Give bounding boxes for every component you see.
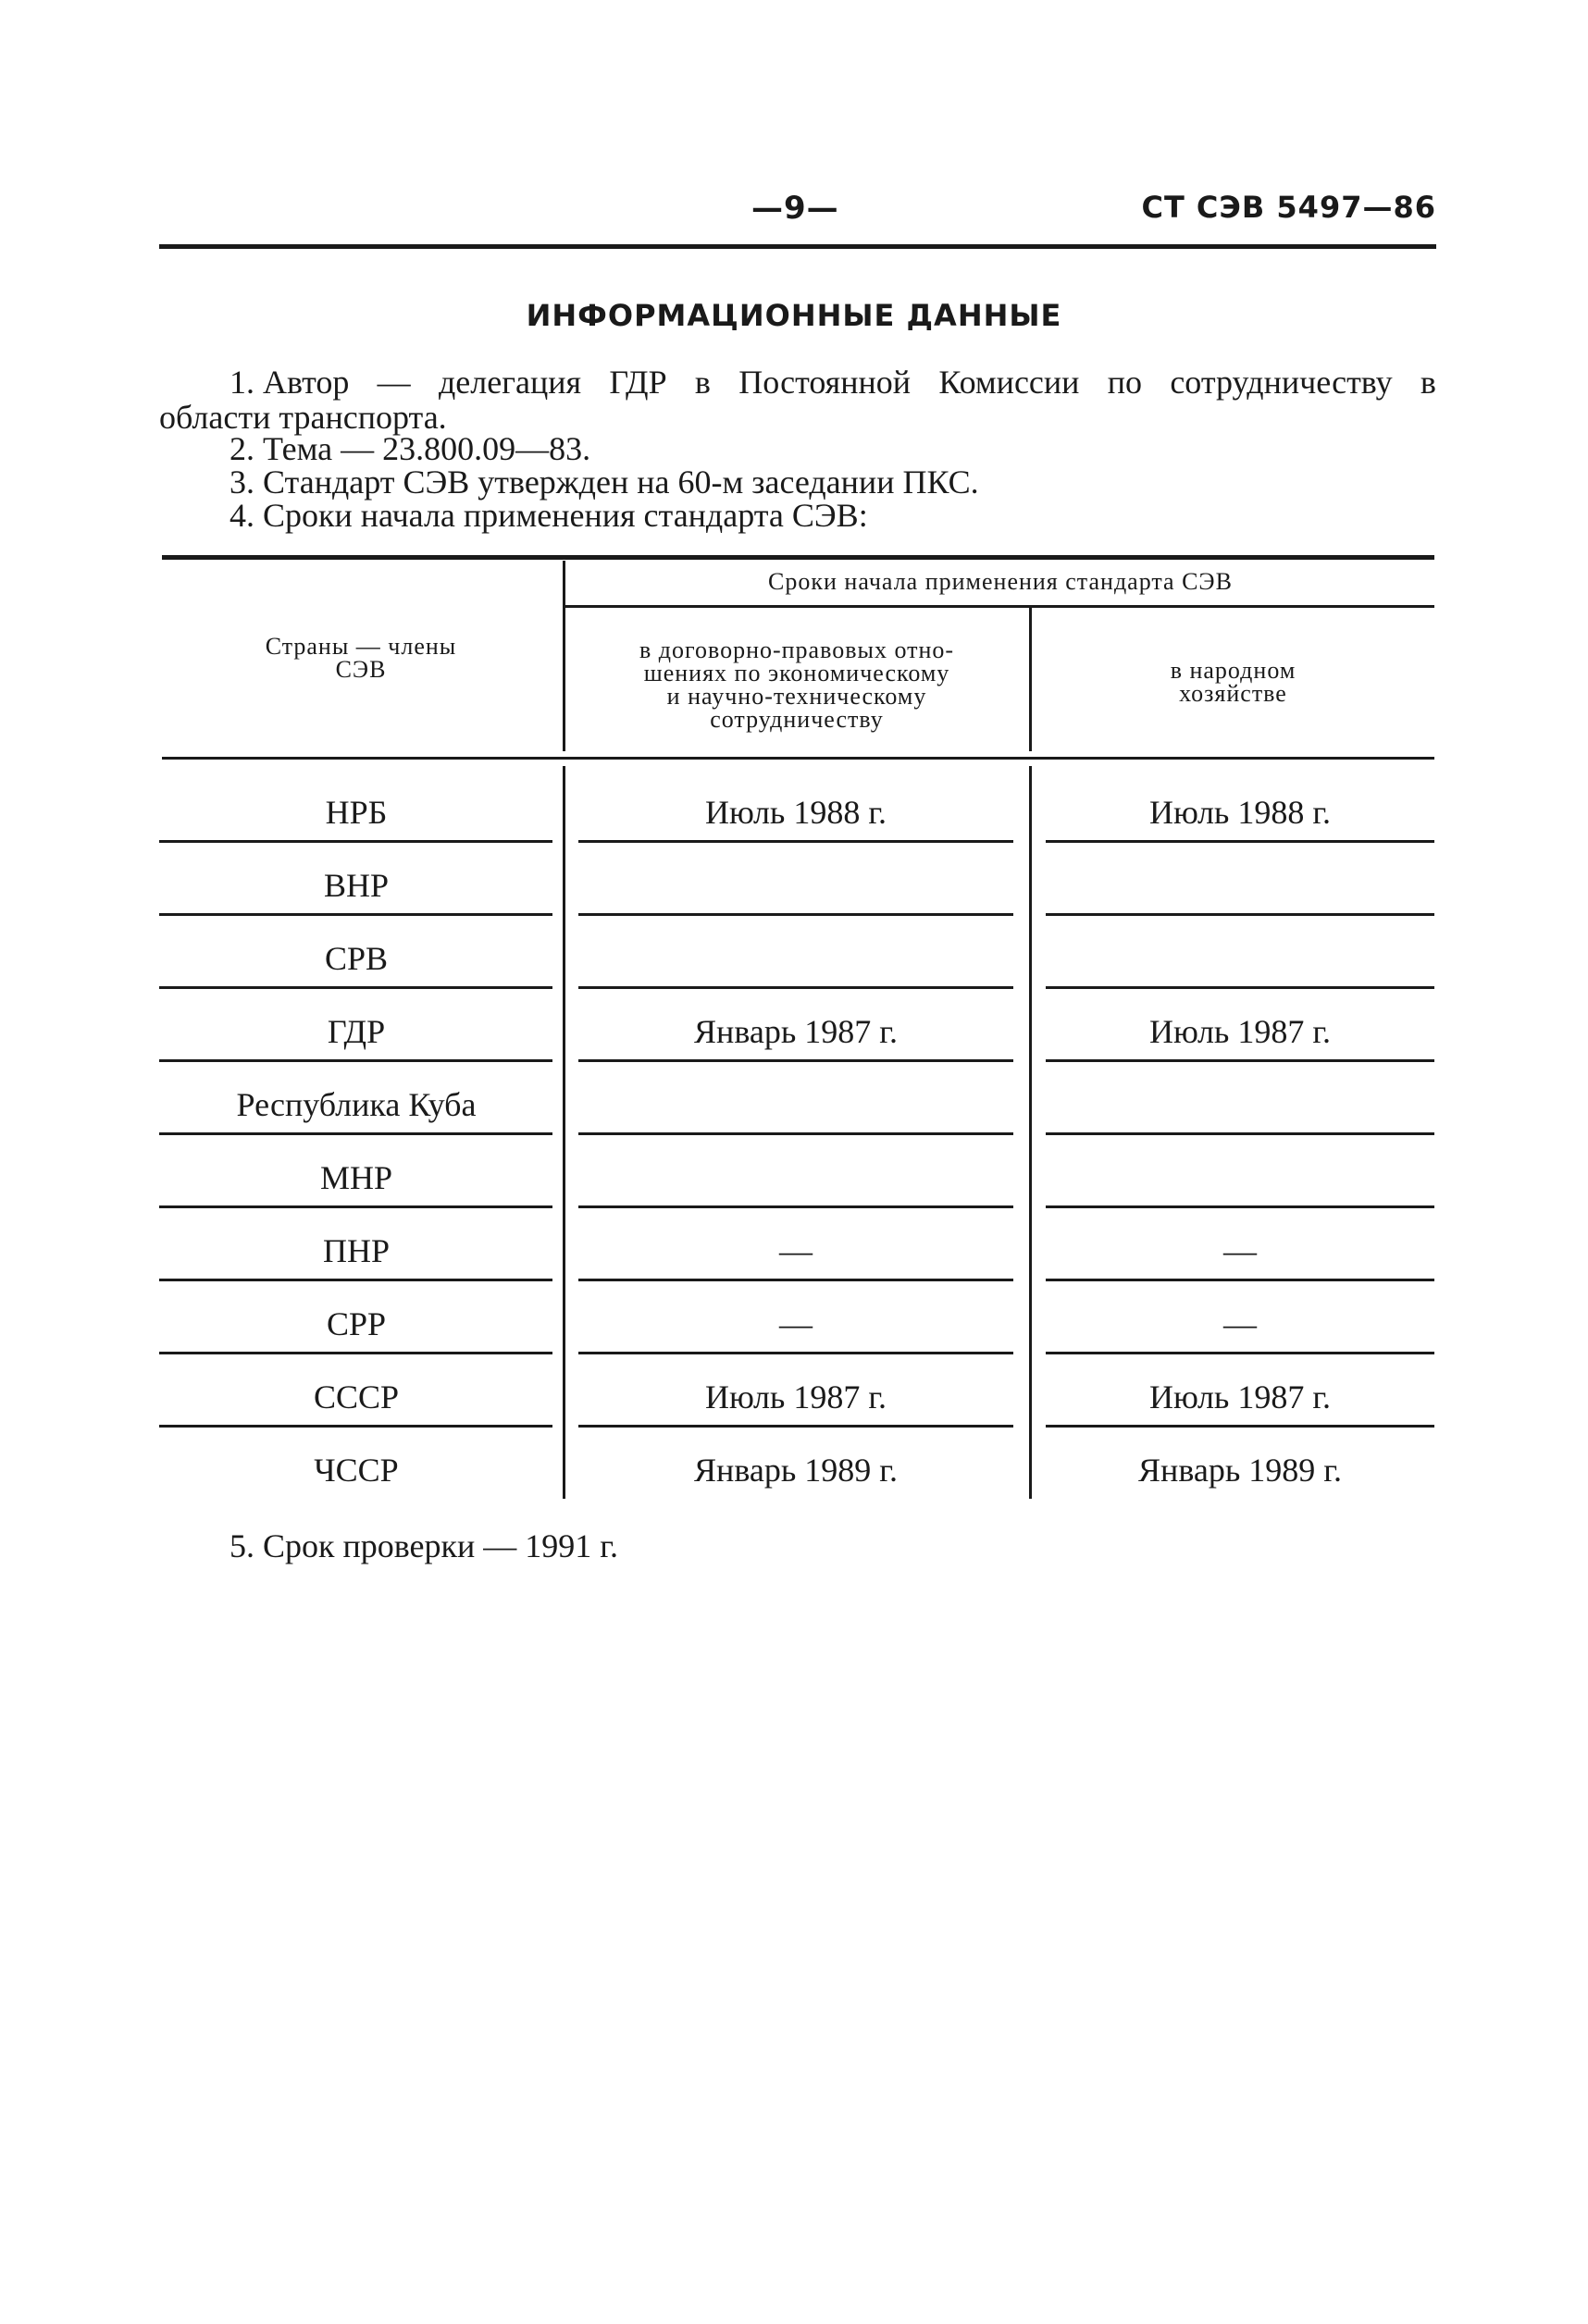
table-header-divider [563, 561, 565, 751]
table-cell-country: СРР [326, 1305, 387, 1342]
table-cell-economy: — [1223, 1232, 1257, 1269]
item-2-topic: 2. Тема — 23.800.09—83. [230, 430, 591, 467]
row-separator [1046, 986, 1434, 989]
table-cell-economy: Июль 1988 г. [1148, 794, 1332, 831]
table-cell-country: ВНР [323, 867, 390, 904]
row-separator [159, 1425, 552, 1428]
row-separator [578, 840, 1013, 843]
item-1-word: по [1107, 364, 1143, 401]
row-separator [578, 1425, 1013, 1428]
item-3-approval: 3. Стандарт СЭВ утвержден на 60-м заседании ПКС. [230, 464, 979, 501]
header-economy [1032, 659, 1434, 705]
group-header-rule [565, 605, 1434, 608]
table-cell-economy: Июль 1987 г. [1148, 1378, 1332, 1415]
page-header [159, 190, 1436, 245]
row-separator [578, 986, 1013, 989]
table-header-rule [162, 757, 1434, 760]
item-1-word: ГДР [609, 364, 667, 401]
item-4-dates: 4. Сроки начала применения стандарта СЭВ: [230, 497, 868, 534]
header-contract-line: и научно-техническому [666, 683, 927, 710]
table-cell-contract: Январь 1987 г. [694, 1013, 898, 1050]
header-rule [159, 244, 1436, 249]
item-1-word: сотрудничеству [1170, 364, 1393, 401]
section-title: ИНФОРМАЦИОННЫЕ ДАННЫЕ [526, 298, 1062, 333]
table-cell-country: ПНР [322, 1232, 391, 1269]
row-separator [578, 913, 1013, 916]
header-economy-line: в народном [1170, 657, 1296, 684]
row-separator [159, 986, 552, 989]
item-1-word: в [1420, 364, 1436, 401]
header-countries-line: Страны — члены [265, 633, 457, 660]
table-top-rule [162, 555, 1434, 560]
table-cell-contract: — [779, 1305, 813, 1342]
item-1-word: 1. Автор [230, 364, 350, 401]
item-1-word: делегация [438, 364, 582, 401]
item-1-continuation: области транспорта. [159, 399, 447, 436]
standard-code: СТ СЭВ 5497—86 [1141, 190, 1436, 225]
header-countries-line: СЭВ [335, 656, 387, 683]
row-separator [1046, 1132, 1434, 1135]
row-separator [578, 1205, 1013, 1208]
row-separator [578, 1352, 1013, 1354]
item-1-word: — [377, 364, 411, 401]
table-cell-country: НРБ [325, 794, 388, 831]
item-5-review: 5. Срок проверки — 1991 г. [230, 1527, 618, 1564]
table-cell-contract: Июль 1987 г. [704, 1378, 887, 1415]
table-cell-country: МНР [319, 1159, 393, 1196]
table-body-divider [1029, 766, 1032, 1499]
table-cell-country: СРВ [324, 940, 389, 977]
table-cell-contract: Июль 1988 г. [704, 794, 887, 831]
header-contract-line: шениях по экономическому [643, 660, 950, 686]
row-separator [1046, 1352, 1434, 1354]
header-contract [566, 638, 1027, 731]
item-1-word: Постоянной [738, 364, 912, 401]
header-contract-line: в договорно-правовых отно- [639, 637, 955, 663]
row-separator [1046, 1059, 1434, 1062]
header-economy-line: хозяйстве [1179, 680, 1287, 707]
page-number: —9— [751, 190, 839, 227]
row-separator [159, 1352, 552, 1354]
table-cell-economy: Январь 1989 г. [1138, 1452, 1342, 1489]
header-countries [162, 635, 560, 681]
table-cell-contract: Январь 1989 г. [694, 1452, 898, 1489]
table-cell-country: ГДР [327, 1013, 386, 1050]
row-separator [578, 1279, 1013, 1281]
item-1-word: в [694, 364, 711, 401]
row-separator [159, 913, 552, 916]
row-separator [1046, 1279, 1434, 1281]
row-separator [578, 1059, 1013, 1062]
row-separator [159, 1132, 552, 1135]
row-separator [159, 1059, 552, 1062]
table-cell-contract: — [779, 1232, 813, 1269]
table-cell-economy: Июль 1987 г. [1148, 1013, 1332, 1050]
row-separator [1046, 1425, 1434, 1428]
row-separator [1046, 840, 1434, 843]
table-cell-economy: — [1223, 1305, 1257, 1342]
row-separator [159, 1205, 552, 1208]
item-1-word: Комиссии [938, 364, 1080, 401]
row-separator [159, 1279, 552, 1281]
table-cell-country: Республика Куба [236, 1086, 477, 1123]
table-cell-country: ЧССР [314, 1452, 399, 1489]
table-body-divider [563, 766, 565, 1499]
row-separator [578, 1132, 1013, 1135]
row-separator [159, 840, 552, 843]
table-cell-country: СССР [313, 1378, 400, 1415]
item-1-author [230, 365, 1436, 400]
header-group: Сроки начала применения стандарта СЭВ [768, 568, 1233, 595]
header-contract-line: сотрудничеству [710, 706, 884, 733]
row-separator [1046, 1205, 1434, 1208]
row-separator [1046, 913, 1434, 916]
